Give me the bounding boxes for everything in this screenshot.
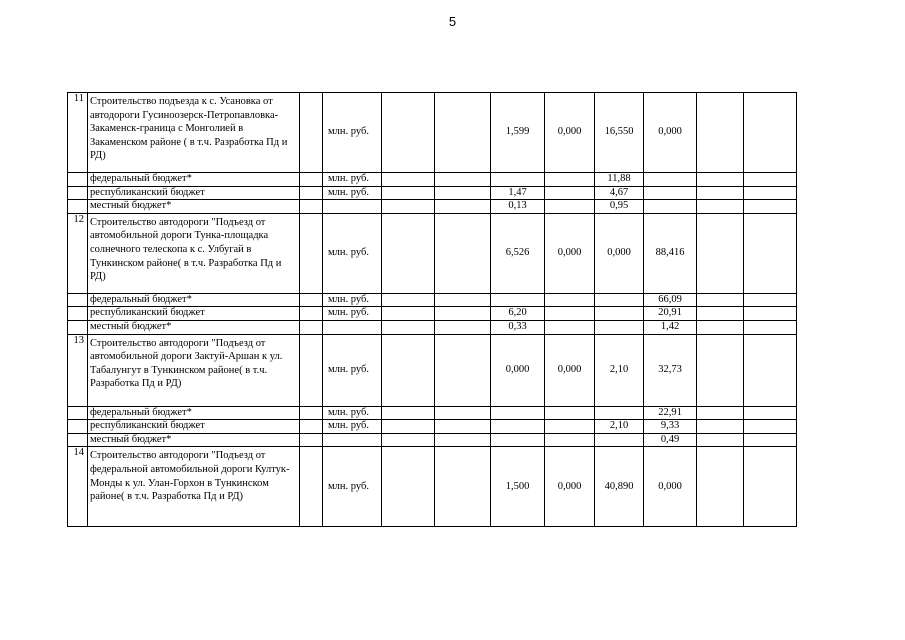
subrow-unit: млн. руб. [323, 173, 382, 187]
value-cell [382, 186, 435, 200]
value-cell [697, 213, 744, 293]
row-unit: млн. руб. [323, 447, 382, 527]
value-cell: 2,10 [595, 420, 644, 434]
value-cell [744, 433, 797, 447]
value-cell [697, 334, 744, 406]
value-cell [697, 293, 744, 307]
row-index: 13 [68, 334, 88, 406]
empty-cell [300, 334, 323, 406]
subrow-unit [323, 200, 382, 214]
value-cell: 6,526 [491, 213, 545, 293]
value-cell [595, 320, 644, 334]
value-cell [382, 447, 435, 527]
value-cell [697, 433, 744, 447]
row-description: Строительство подъезда к с. Усановка от автодороги Гусиноозерск-Петропавловка-Закаменск-граница с Монголией в Закаменском районе ( в т.ч. Разработка Пд и РД) [88, 93, 300, 173]
value-cell [595, 307, 644, 321]
empty-cell [300, 447, 323, 527]
value-cell [697, 307, 744, 321]
row-unit: млн. руб. [323, 334, 382, 406]
value-cell [435, 433, 491, 447]
empty-cell [68, 293, 88, 307]
value-cell [435, 320, 491, 334]
table-subrow [68, 186, 797, 200]
table-subrow [68, 307, 797, 321]
value-cell [545, 406, 595, 420]
row-description: Строительство автодороги "Подъезд от автомобильной дороги Зактуй-Аршан к ул. Табалунгут в Тункинском районе( в т.ч. Разработка Пд и РД) [88, 334, 300, 406]
value-cell: 0,000 [644, 447, 697, 527]
empty-cell [300, 213, 323, 293]
table-row [68, 93, 797, 173]
value-cell: 40,890 [595, 447, 644, 527]
value-cell [491, 173, 545, 187]
subrow-unit [323, 320, 382, 334]
value-cell: 16,550 [595, 93, 644, 173]
value-cell [744, 334, 797, 406]
value-cell [382, 93, 435, 173]
value-cell: 0,33 [491, 320, 545, 334]
value-cell [382, 293, 435, 307]
value-cell [697, 406, 744, 420]
value-cell: 0,000 [491, 334, 545, 406]
value-cell: 2,10 [595, 334, 644, 406]
value-cell [435, 186, 491, 200]
empty-cell [300, 406, 323, 420]
value-cell [545, 320, 595, 334]
value-cell: 66,09 [644, 293, 697, 307]
value-cell [435, 334, 491, 406]
subrow-unit: млн. руб. [323, 420, 382, 434]
value-cell: 0,000 [545, 334, 595, 406]
value-cell [744, 200, 797, 214]
value-cell: 0,49 [644, 433, 697, 447]
row-unit: млн. руб. [323, 93, 382, 173]
value-cell [644, 186, 697, 200]
row-unit: млн. руб. [323, 213, 382, 293]
empty-cell [68, 186, 88, 200]
table-subrow [68, 433, 797, 447]
value-cell [491, 420, 545, 434]
value-cell [697, 200, 744, 214]
value-cell [744, 93, 797, 173]
value-cell [435, 293, 491, 307]
row-index: 12 [68, 213, 88, 293]
value-cell [545, 433, 595, 447]
value-cell [491, 293, 545, 307]
subrow-unit: млн. руб. [323, 406, 382, 420]
empty-cell [68, 406, 88, 420]
value-cell: 0,000 [595, 213, 644, 293]
value-cell [744, 320, 797, 334]
empty-cell [300, 320, 323, 334]
value-cell [744, 420, 797, 434]
table-row [68, 213, 797, 293]
value-cell: 22,91 [644, 406, 697, 420]
value-cell [744, 293, 797, 307]
empty-cell [68, 320, 88, 334]
empty-cell [68, 433, 88, 447]
value-cell [435, 420, 491, 434]
value-cell [382, 320, 435, 334]
value-cell [697, 93, 744, 173]
budget-source-label: местный бюджет* [88, 200, 300, 214]
value-cell [435, 200, 491, 214]
value-cell: 1,500 [491, 447, 545, 527]
table-row [68, 334, 797, 406]
value-cell: 0,000 [545, 93, 595, 173]
subrow-unit: млн. руб. [323, 186, 382, 200]
value-cell [644, 200, 697, 214]
value-cell: 0,000 [545, 447, 595, 527]
value-cell [545, 173, 595, 187]
value-cell [382, 173, 435, 187]
empty-cell [300, 293, 323, 307]
row-index: 14 [68, 447, 88, 527]
value-cell: 0,000 [644, 93, 697, 173]
value-cell [382, 406, 435, 420]
value-cell [697, 173, 744, 187]
value-cell: 9,33 [644, 420, 697, 434]
value-cell [491, 406, 545, 420]
budget-source-label: республиканский бюджет [88, 307, 300, 321]
empty-cell [300, 93, 323, 173]
value-cell: 4,67 [595, 186, 644, 200]
value-cell: 0,95 [595, 200, 644, 214]
table-subrow [68, 200, 797, 214]
value-cell: 0,000 [545, 213, 595, 293]
empty-cell [300, 186, 323, 200]
subrow-unit: млн. руб. [323, 293, 382, 307]
budget-table [67, 92, 797, 527]
value-cell: 32,73 [644, 334, 697, 406]
budget-source-label: республиканский бюджет [88, 186, 300, 200]
value-cell [697, 320, 744, 334]
value-cell [545, 200, 595, 214]
empty-cell [68, 307, 88, 321]
value-cell [595, 433, 644, 447]
value-cell [435, 213, 491, 293]
table-subrow [68, 293, 797, 307]
value-cell [435, 447, 491, 527]
page-number: 5 [448, 14, 457, 29]
empty-cell [68, 420, 88, 434]
subrow-unit [323, 433, 382, 447]
budget-source-label: местный бюджет* [88, 433, 300, 447]
value-cell [382, 213, 435, 293]
value-cell [382, 307, 435, 321]
budget-source-label: федеральный бюджет* [88, 293, 300, 307]
value-cell [644, 173, 697, 187]
value-cell [595, 406, 644, 420]
value-cell [744, 307, 797, 321]
empty-cell [300, 200, 323, 214]
value-cell [491, 433, 545, 447]
value-cell: 0,13 [491, 200, 545, 214]
value-cell [744, 213, 797, 293]
value-cell [435, 307, 491, 321]
value-cell [744, 173, 797, 187]
subrow-unit: млн. руб. [323, 307, 382, 321]
value-cell: 1,42 [644, 320, 697, 334]
value-cell [382, 200, 435, 214]
value-cell: 11,88 [595, 173, 644, 187]
value-cell [435, 173, 491, 187]
empty-cell [68, 173, 88, 187]
budget-source-label: местный бюджет* [88, 320, 300, 334]
value-cell [435, 406, 491, 420]
empty-cell [300, 433, 323, 447]
value-cell: 1,599 [491, 93, 545, 173]
value-cell: 6,20 [491, 307, 545, 321]
empty-cell [300, 173, 323, 187]
value-cell [382, 433, 435, 447]
table-subrow [68, 420, 797, 434]
empty-cell [300, 307, 323, 321]
value-cell [697, 420, 744, 434]
value-cell [744, 406, 797, 420]
value-cell [545, 420, 595, 434]
value-cell [545, 307, 595, 321]
budget-source-label: федеральный бюджет* [88, 173, 300, 187]
value-cell [697, 186, 744, 200]
budget-source-label: республиканский бюджет [88, 420, 300, 434]
table-subrow [68, 406, 797, 420]
value-cell [744, 186, 797, 200]
budget-source-label: федеральный бюджет* [88, 406, 300, 420]
value-cell [744, 447, 797, 527]
row-description: Строительство автодороги "Подъезд от федеральной автомобильной дороги Култук-Монды к ул. Улан-Горхон в Тункинском районе( в т.ч. Разработка Пд и РД) [88, 447, 300, 527]
empty-cell [68, 200, 88, 214]
row-index: 11 [68, 93, 88, 173]
row-description: Строительство автодороги "Подъезд от автомобильной дороги Тунка-площадка солнечного телескопа к с. Улбугай в Тункинском районе( в т.ч. Разработка Пд и РД) [88, 213, 300, 293]
value-cell: 1,47 [491, 186, 545, 200]
table-subrow [68, 173, 797, 187]
value-cell [435, 93, 491, 173]
value-cell [697, 447, 744, 527]
value-cell [545, 293, 595, 307]
empty-cell [300, 420, 323, 434]
value-cell [595, 293, 644, 307]
value-cell [545, 186, 595, 200]
value-cell: 88,416 [644, 213, 697, 293]
table-row [68, 447, 797, 527]
table-subrow [68, 320, 797, 334]
value-cell: 20,91 [644, 307, 697, 321]
value-cell [382, 420, 435, 434]
value-cell [382, 334, 435, 406]
